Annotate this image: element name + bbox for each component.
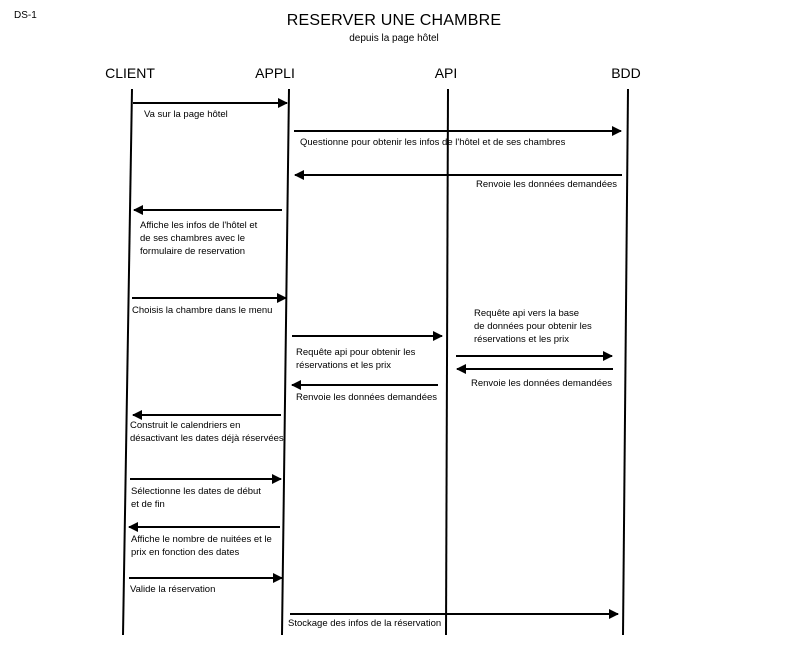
message-label <box>296 391 437 404</box>
message-label <box>471 377 612 390</box>
message-label-line: Requête api vers la base <box>474 308 580 319</box>
message-label-line: de données pour obtenir les <box>474 321 592 332</box>
diagram-subtitle: depuis la page hôtel <box>349 33 439 44</box>
message-label <box>288 617 441 630</box>
message-label <box>476 178 617 191</box>
message-label-line: et de fin <box>131 499 165 510</box>
message-label-line: Renvoie les données demandées <box>476 179 618 190</box>
message-label-line: Sélectionne les dates de début <box>131 486 261 497</box>
message-label <box>130 583 215 596</box>
message-label <box>131 485 261 511</box>
document-id: DS-1 <box>14 10 37 21</box>
message-label <box>132 304 272 317</box>
message-label-line: Valide la réservation <box>130 584 216 595</box>
lifeline-appli <box>282 89 289 635</box>
actor-bdd: BDD <box>611 65 641 81</box>
message-label-line: prix en fonction des dates <box>131 547 240 558</box>
message-label <box>296 346 415 372</box>
lifeline-api <box>446 89 448 635</box>
message-label <box>130 419 284 445</box>
actor-api: API <box>434 65 458 81</box>
message-label <box>140 219 257 258</box>
diagram-title: RESERVER UNE CHAMBRE <box>286 12 502 29</box>
message-label-line: réservations et les prix <box>296 360 392 371</box>
lifeline-bdd <box>623 89 628 635</box>
message-label-line: réservations et les prix <box>474 334 570 345</box>
message-label-line: Affiche les infos de l'hôtel et <box>140 220 258 231</box>
message-label-line: Construit le calendriers en <box>130 420 241 431</box>
actor-client: CLIENT <box>105 65 155 81</box>
message-label <box>131 533 272 559</box>
message-label-line: Renvoie les données demandées <box>296 392 438 403</box>
message-label <box>474 307 592 346</box>
message-label-line: désactivant les dates déjà réservées <box>130 433 284 444</box>
message-label <box>144 108 228 121</box>
message-label <box>300 136 565 149</box>
message-label-line: Stockage des infos de la réservation <box>288 618 442 629</box>
message-label-line: Requête api pour obtenir les <box>296 347 416 358</box>
message-label-line: Affiche le nombre de nuitées et le <box>131 534 272 545</box>
message-label-line: formulaire de reservation <box>140 246 246 257</box>
message-label-line: Va sur la page hôtel <box>144 109 228 120</box>
message-label-line: Renvoie les données demandées <box>471 378 613 389</box>
message-label-line: de ses chambres avec le <box>140 233 246 244</box>
actor-appli: APPLI <box>255 65 295 81</box>
message-label-line: Choisis la chambre dans le menu <box>132 305 273 316</box>
message-label-line: Questionne pour obtenir les infos de l'hôtel et de ses chambres <box>300 137 566 148</box>
